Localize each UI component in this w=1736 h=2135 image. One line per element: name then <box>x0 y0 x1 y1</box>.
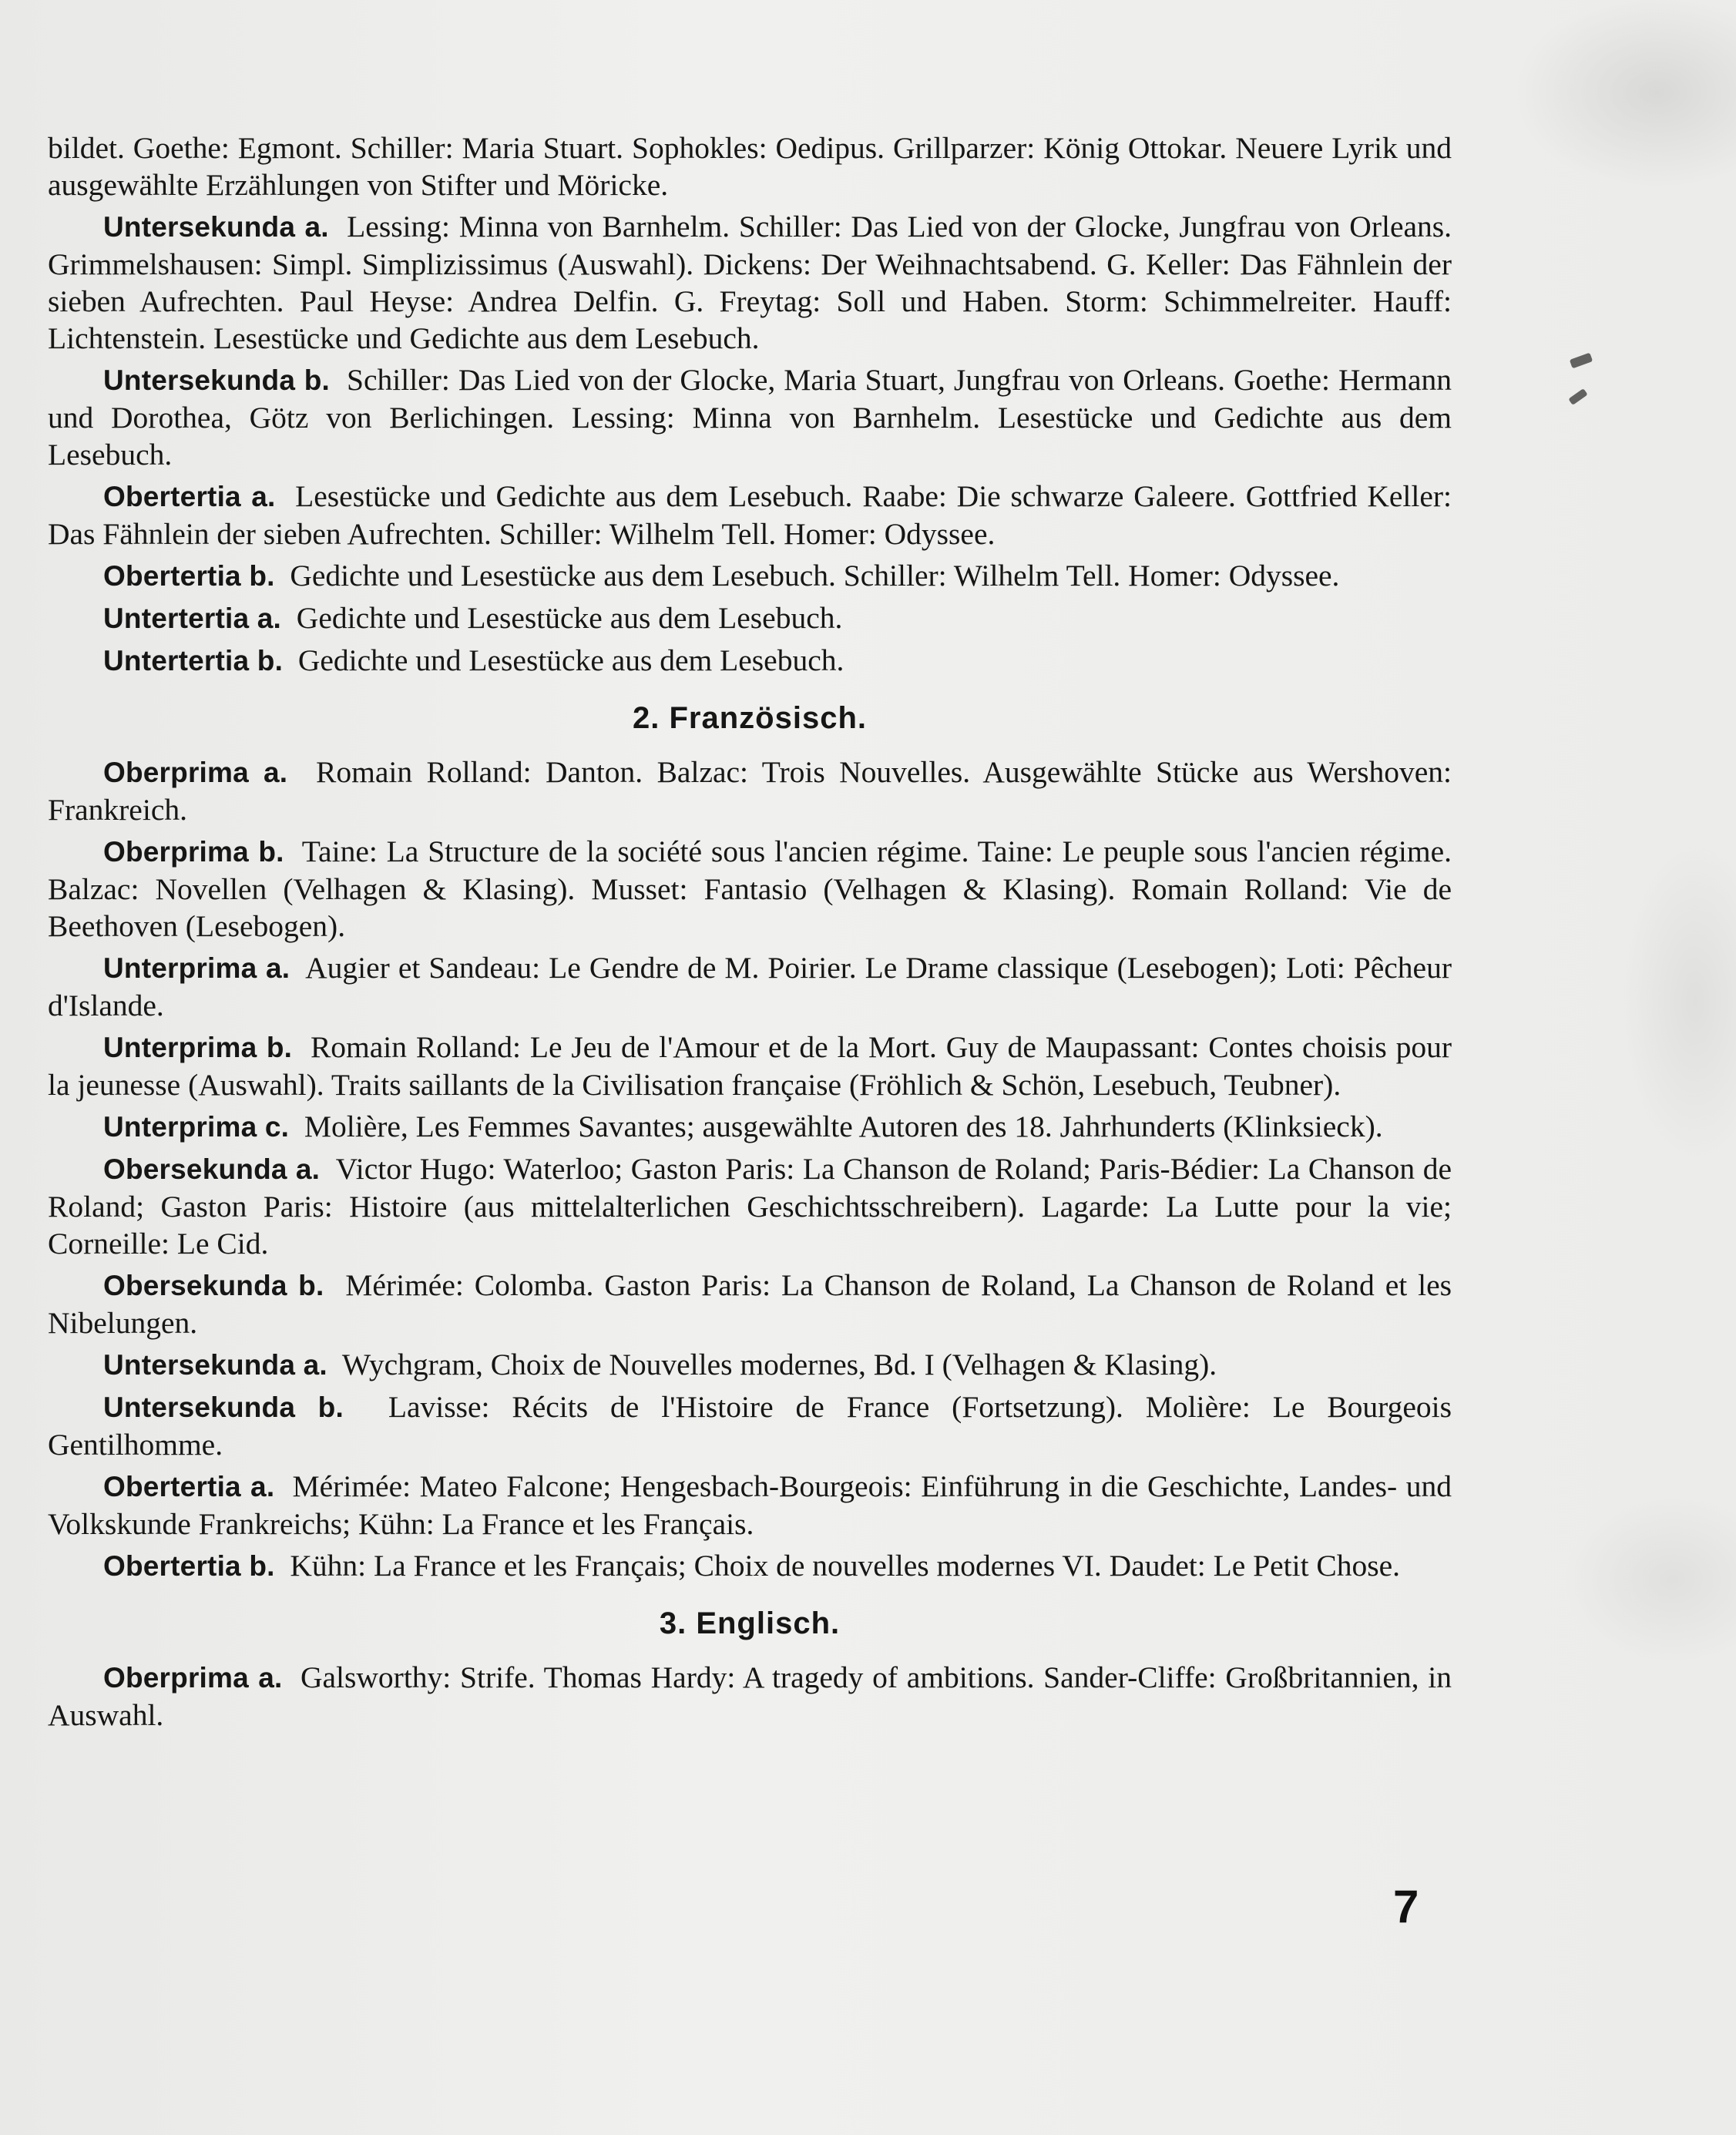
list-item <box>48 1346 1452 1384</box>
margin-mark <box>1568 388 1587 405</box>
section-englisch-list <box>48 1659 1452 1734</box>
class-label: Untersekunda a. <box>103 1349 327 1381</box>
list-item <box>48 642 1452 680</box>
list-item <box>48 754 1452 828</box>
reading-list-text: Romain Rolland: Danton. Balzac: Trois Nouvelles. Ausgewählte Stücke aus Wershoven: Frankreich. <box>48 755 1452 827</box>
list-item <box>48 1029 1452 1103</box>
class-label: Unterprima b. <box>103 1032 293 1063</box>
section-deutsch-list <box>48 208 1452 680</box>
reading-list-text: Romain Rolland: Le Jeu de l'Amour et de la Mort. Guy de Maupassant: Contes choisis pour la jeunesse (Auswahl). Traits saillants de la Civilisation française (Fröhlich & Schön, Lesebuch, Teubner). <box>48 1030 1452 1102</box>
list-item <box>48 1468 1452 1543</box>
class-label: Obersekunda b. <box>103 1270 324 1301</box>
section-heading-franzoesisch: 2. Französisch. <box>633 701 867 735</box>
reading-list-text: Molière, Les Femmes Savantes; ausgewählte Autoren des 18. Jahrhunderts (Klinksieck). <box>304 1109 1383 1143</box>
class-label: Oberprima b. <box>103 836 284 868</box>
list-item <box>48 1108 1452 1146</box>
list-item <box>48 1150 1452 1262</box>
class-label: Obertertia b. <box>103 1550 275 1582</box>
list-item <box>48 208 1452 357</box>
list-item <box>48 1547 1452 1585</box>
class-label: Untertertia b. <box>103 645 284 676</box>
section-franzoesisch-list <box>48 754 1452 1585</box>
reading-list-text: Lavisse: Récits de l'Histoire de France (Fortsetzung). Molière: Le Bourgeois Gentilhomme. <box>48 1390 1452 1462</box>
reading-list-text: Mérimée: Colomba. Gaston Paris: La Chanson de Roland, La Chanson de Roland et les Nibelungen. <box>48 1268 1452 1340</box>
class-label: Untertertia a. <box>103 603 282 634</box>
list-item <box>48 361 1452 473</box>
class-label: Untersekunda b. <box>103 364 331 396</box>
class-label: Unterprima a. <box>103 952 290 984</box>
list-item <box>48 478 1452 552</box>
class-label: Obertertia a. <box>103 1471 275 1502</box>
reading-list-text: Augier et Sandeau: Le Gendre de M. Poirier. Le Drame classique (Lesebogen); Loti: Pêcheur d'Islande. <box>48 951 1452 1022</box>
class-label: Untersekunda b. <box>103 1391 344 1423</box>
reading-list-text: Victor Hugo: Waterloo; Gaston Paris: La Chanson de Roland; Paris-Bédier: La Chanson de Roland; Gaston Paris: Histoire (aus mittelalterlichen Geschichtsschreibern). Lagarde: La Lutte pour la vie; Corneille: Le Cid. <box>48 1152 1452 1261</box>
document-body <box>48 129 1452 1738</box>
list-item <box>48 833 1452 945</box>
reading-list-text: Gedichte und Lesestücke aus dem Lesebuch. Schiller: Wilhelm Tell. Homer: Odyssee. <box>290 559 1340 592</box>
reading-list-text: Galsworthy: Strife. Thomas Hardy: A tragedy of ambitions. Sander-Cliffe: Großbritannien, in Auswahl. <box>48 1660 1452 1732</box>
reading-list-text: Taine: La Structure de la société sous l'ancien régime. Taine: Le peuple sous l'ancien régime. Balzac: Novellen (Velhagen & Klasing). Musset: Fantasio (Velhagen & Klasing). Romain Rolland: Vie de Beethoven (Lesebogen). <box>48 834 1452 943</box>
margin-mark <box>1570 353 1593 369</box>
list-item <box>48 557 1452 595</box>
reading-list-text: Mérimée: Mateo Falcone; Hengesbach-Bourgeois: Einführung in die Geschichte, Landes- und Volkskunde Frankreichs; Kühn: La France et les Français. <box>48 1469 1452 1541</box>
class-label: Obertertia b. <box>103 560 275 592</box>
list-item <box>48 1267 1452 1341</box>
page-number: 7 <box>1393 1881 1419 1932</box>
class-label: Untersekunda a. <box>103 211 329 243</box>
class-label: Oberprima a. <box>103 757 288 788</box>
class-label: Obersekunda a. <box>103 1153 321 1185</box>
reading-list-text: Gedichte und Lesestücke aus dem Lesebuch. <box>296 601 843 635</box>
list-item <box>48 1388 1452 1463</box>
reading-list-text: Lessing: Minna von Barnhelm. Schiller: Das Lied von der Glocke, Jungfrau von Orleans. Grimmelshausen: Simpl. Simplizissimus (Auswahl). Dickens: Der Weihnachtsabend. G. Keller: Das Fähnlein der sieben Aufrechten. Paul Heyse: Andrea Delfin. G. Freytag: Soll und Haben. Storm: Schimmelreiter. Hauff: Lichtenstein. Lesestücke und Gedichte aus dem Lesebuch. <box>48 210 1452 355</box>
reading-list-text: Lesestücke und Gedichte aus dem Lesebuch. Raabe: Die schwarze Galeere. Gottfried Keller: Das Fähnlein der sieben Aufrechten. Schiller: Wilhelm Tell. Homer: Odyssee. <box>48 479 1452 551</box>
intro-paragraph: bildet. Goethe: Egmont. Schiller: Maria Stuart. Sophokles: Oedipus. Grillparzer: König Ottokar. Neuere Lyrik und ausgewählte Erzählungen von Stifter und Möricke. <box>48 131 1452 202</box>
class-label: Obertertia a. <box>103 481 276 512</box>
class-label: Oberprima a. <box>103 1662 283 1694</box>
reading-list-text: Wychgram, Choix de Nouvelles modernes, Bd. I (Velhagen & Klasing). <box>341 1348 1217 1381</box>
list-item <box>48 1659 1452 1734</box>
list-item <box>48 599 1452 637</box>
list-item <box>48 949 1452 1024</box>
reading-list-text: Gedichte und Lesestücke aus dem Lesebuch. <box>297 643 844 677</box>
reading-list-text: Kühn: La France et les Français; Choix de nouvelles modernes VI. Daudet: Le Petit Chose. <box>290 1549 1401 1583</box>
class-label: Unterprima c. <box>103 1111 290 1143</box>
reading-list-text: Schiller: Das Lied von der Glocke, Maria Stuart, Jungfrau von Orleans. Goethe: Hermann und Dorothea, Götz von Berlichingen. Lessing: Minna von Barnhelm. Lesestücke und Gedichte aus dem Lesebuch. <box>48 363 1452 472</box>
section-heading-englisch: 3. Englisch. <box>659 1606 841 1640</box>
